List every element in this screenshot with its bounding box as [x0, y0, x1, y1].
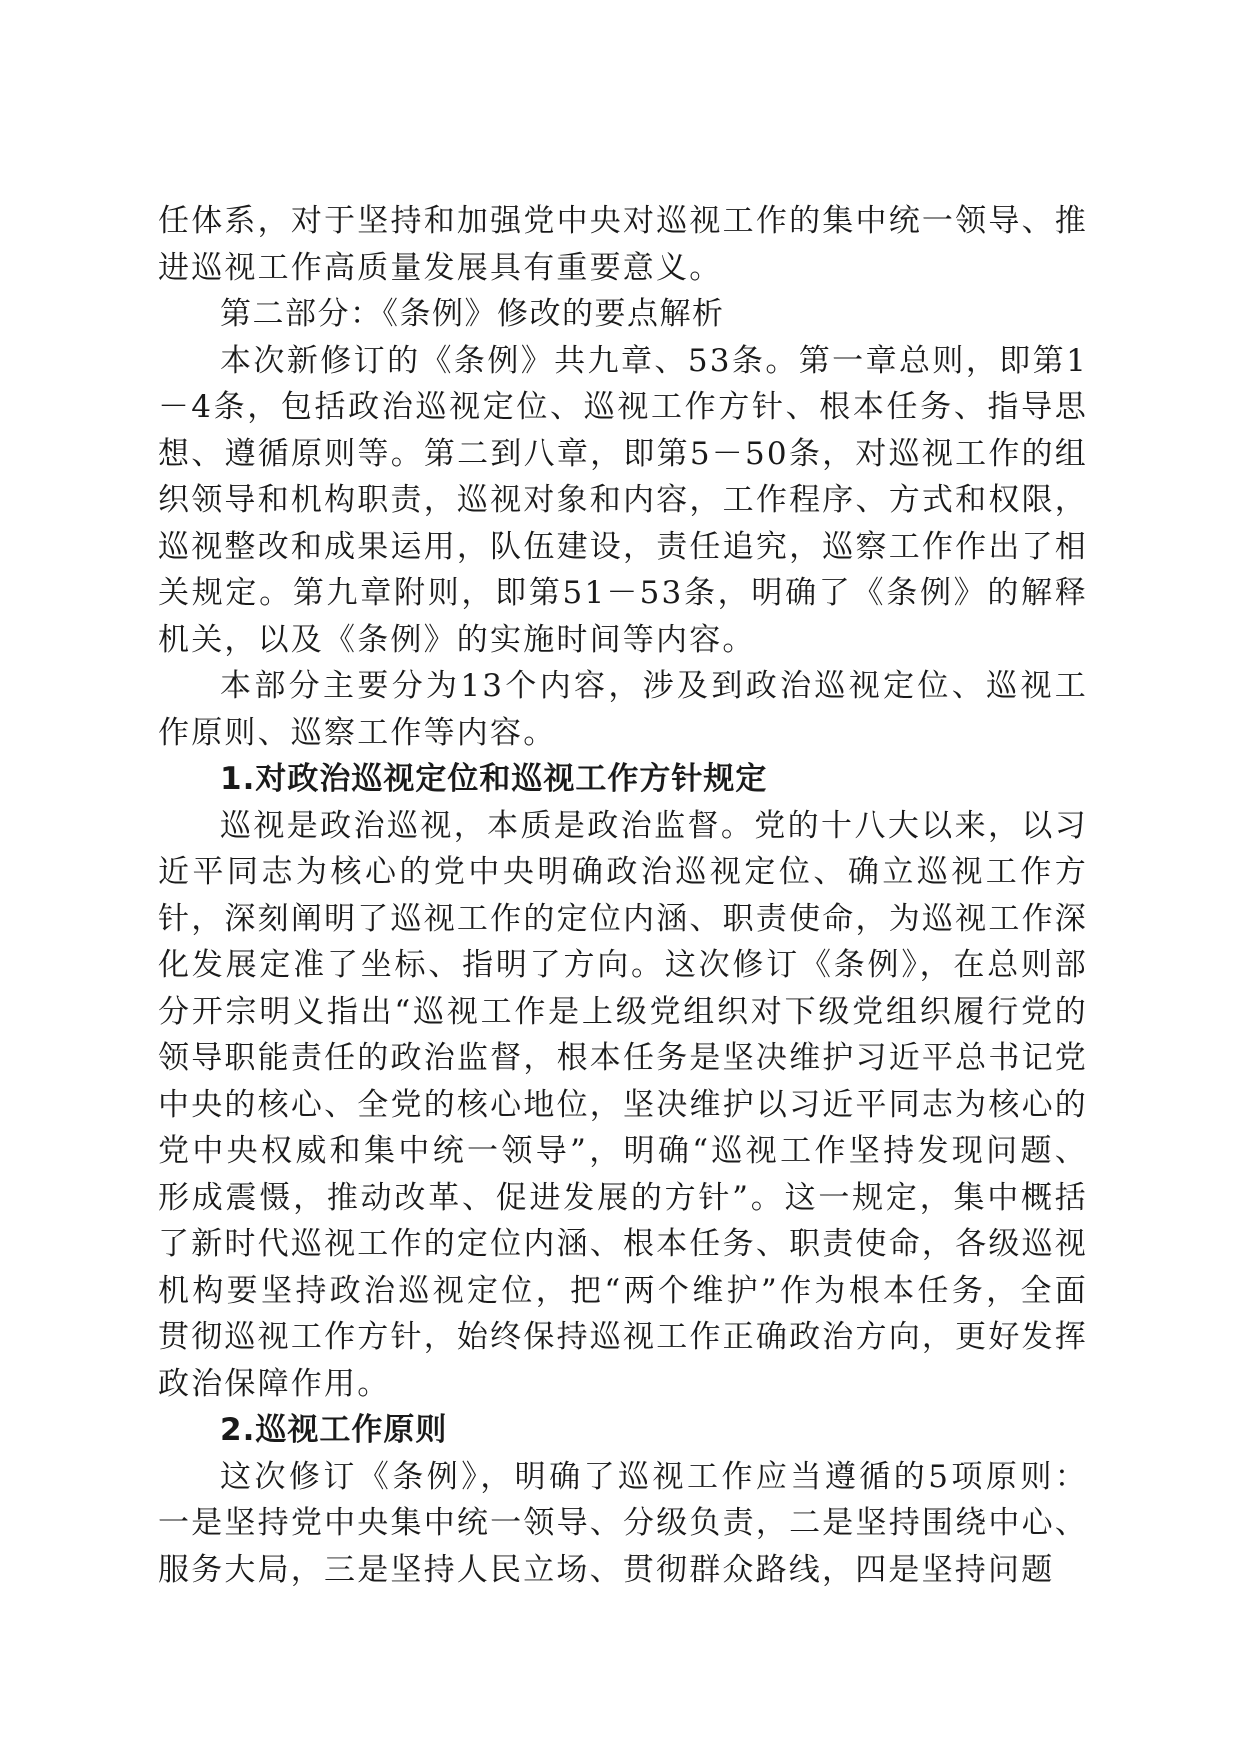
section-1-paragraph: 巡视是政治巡视，本质是政治监督。党的十八大以来，以习近平同志为核心的党中央明确政治巡视定位、确立巡视工作方针，深刻阐明了巡视工作的定位内涵、职责使命，为巡视工作深化发展定准了坐标、指明了方向。这次修订《条例》，在总则部分开宗明义指出“巡视工作是上级党组织对下级党组织履行党的领导职能责任的政治监督，根本任务是坚决维护习近平总书记党中央的核心、全党的核心地位，坚决维护以习近平同志为核心的党中央权威和集中统一领导”，明确“巡视工作坚持发现问题、形成震慑，推动改革、促进发展的方针”。这一规定，集中概括了新时代巡视工作的定位内涵、根本任务、职责使命，各级巡视机构要坚持政治巡视定位，把“两个维护”作为根本任务，全面贯彻巡视工作方针，始终保持巡视工作正确政治方向，更好发挥政治保障作用。: [158, 807, 1088, 1402]
section-2-paragraph: 这次修订《条例》，明确了巡视工作应当遵循的5项原则：一是坚持党中央集中统一领导、分级负责，二是坚持围绕中心、服务大局，三是坚持人民立场、贯彻群众路线，四是坚持问题: [158, 1458, 1088, 1588]
intro-paragraph-continuation: 任体系，对于坚持和加强党中央对巡视工作的集中统一领导、推进巡视工作高质量发展具有重要意义。: [158, 203, 1088, 286]
part-two-paragraph-1: 本次新修订的《条例》共九章、53条。第一章总则，即第1－4条，包括政治巡视定位、巡视工作方针、根本任务、指导思想、遵循原则等。第二到八章，即第5－50条，对巡视工作的组织领导和机构职责，巡视对象和内容，工作程序、方式和权限，巡视整改和成果运用，队伍建设，责任追究，巡察工作作出了相关规定。第九章附则，即第51－53条，明确了《条例》的解释机关，以及《条例》的实施时间等内容。: [158, 342, 1088, 658]
part-two-heading: 第二部分：《条例》修改的要点解析: [220, 296, 725, 332]
section-1-heading: 1.对政治巡视定位和巡视工作方针规定: [220, 761, 768, 797]
section-2-heading: 2.巡视工作原则: [220, 1412, 448, 1448]
document-page: [158, 198, 1088, 1593]
part-two-paragraph-2: 本部分主要分为13个内容，涉及到政治巡视定位、巡视工作原则、巡察工作等内容。: [158, 668, 1088, 751]
